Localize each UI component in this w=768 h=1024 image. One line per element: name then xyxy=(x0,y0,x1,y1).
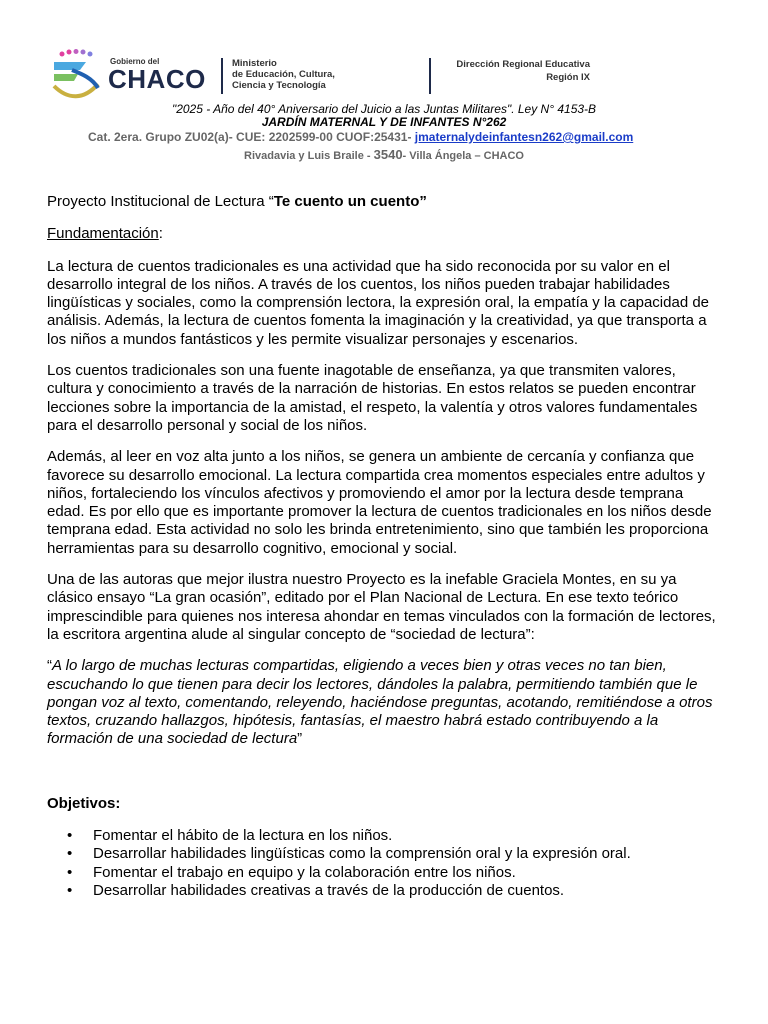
bullet-icon: • xyxy=(67,827,73,845)
paragraph: Los cuentos tradicionales son una fuente inagotable de enseñanza, ya que transmiten valores, cultura y conocimiento a través de la narración de historias. En estos relatos se pueden encontrar lecciones sobre la importancia de la amistad, el respeto, la valentía y otros valores fundamentales para el desarrollo personal y social de los niños. xyxy=(47,362,698,434)
direccion-regional-label: Dirección Regional Educativa Región IX xyxy=(456,59,590,83)
school-name: JARDÍN MATERNAL Y DE INFANTES N°262 xyxy=(261,115,507,129)
list-item: • Fomentar el hábito de la lectura en los niños. xyxy=(67,827,393,845)
ministerio-label: Ministerio de Educación, Cultura, Ciencia y Tecnología xyxy=(232,58,335,91)
header-divider xyxy=(221,58,223,94)
section-heading-objetivos: Objetivos: xyxy=(47,794,121,812)
email-link[interactable]: jmaternalydeinfantesn262@gmail.com xyxy=(414,130,634,144)
list-item: • Desarrollar habilidades lingüísticas como la comprensión oral y la expresión oral. xyxy=(67,845,631,863)
bullet-icon: • xyxy=(67,845,73,863)
school-address: Rivadavia y Luis Braile - 3540- Villa Ángela – CHACO xyxy=(244,147,524,162)
bullet-icon: • xyxy=(67,863,73,881)
chaco-logo-icon xyxy=(48,48,104,104)
document-body xyxy=(47,193,722,900)
objectives-list xyxy=(47,827,722,900)
list-item: • Fomentar el trabajo en equipo y la colaboración entre los niños. xyxy=(67,863,516,881)
paragraph: Además, al leer en voz alta junto a los niños, se genera un ambiente de cercanía y confianza que favorece su desarrollo emocional. La lectura compartida crea momentos especiales entre adultos y niños, fortaleciendo los vínculos afectivos y promoviendo el amor por la lectura desde temprana edad. Es por ello que es importante promover la lectura de cuentos tradicionales en los niños desde temprana edad. Esta actividad no solo les brinda entretenimiento, sino que también les proporciona herramientas para su desarrollo cognitivo, emocional y social. xyxy=(47,448,712,557)
chaco-wordmark: CHACO xyxy=(108,64,206,94)
section-heading-fundamentacion: Fundamentación: xyxy=(47,225,163,243)
project-title: Proyecto Institucional de Lectura “Te cuento un cuento” xyxy=(47,193,427,210)
bullet-icon: • xyxy=(67,881,73,899)
quotation: “A lo largo de muchas lecturas compartidas, eligiendo a veces bien y otras veces no tan bien, escuchando lo que tienen para decir los lectores, dándoles la palabra, permitiendo también que le pongan voz al texto, comentando, releyendo, haciéndose preguntas, acotando, remitiéndose a otros textos, cruzando hallazgos, hipótesis, fantasías, el maestro habrá estado contribuyendo a la formación de una sociedad de lectura” xyxy=(47,657,713,748)
header-divider xyxy=(429,58,431,94)
paragraph: Una de las autoras que mejor ilustra nuestro Proyecto es la inefable Graciela Montes, en su ya clásico ensayo “La gran ocasión”, editado por el Plan Nacional de Lectura. En ese texto teórico imprescindible para quienes nos interesa ahondar en temas vinculados con la formación de lectores, la escritora argentina alude al singular concepto de “sociedad de lectura”: xyxy=(47,571,716,643)
paragraph: La lectura de cuentos tradicionales es una actividad que ha sido reconocida por su valor en el desarrollo integral de los niños. A través de los cuentos, los niños pueden trabajar habilidades lingüísticas y sociales, como la comprensión lectora, la expresión oral, la empatía y la capacidad de análisis. Además, la lectura de cuentos fomenta la imaginación y la creatividad, ya que transporta a los niños a mundos fantásticos y les permite visualizar personajes y escenarios. xyxy=(47,257,710,348)
gobierno-del-label: Gobierno del xyxy=(110,57,160,66)
year-motto: "2025 - Año del 40° Aniversario del Juicio a las Juntas Militares". Ley N° 4153-B xyxy=(171,102,597,116)
school-codes: Cat. 2era. Grupo ZU02(a)- CUE: 2202599-00 CUOF:25431- jmaternalydeinfantesn262@gmail.com xyxy=(88,130,634,144)
list-item: • Desarrollar habilidades creativas a través de la producción de cuentos. xyxy=(67,881,565,899)
letterhead xyxy=(0,0,768,160)
